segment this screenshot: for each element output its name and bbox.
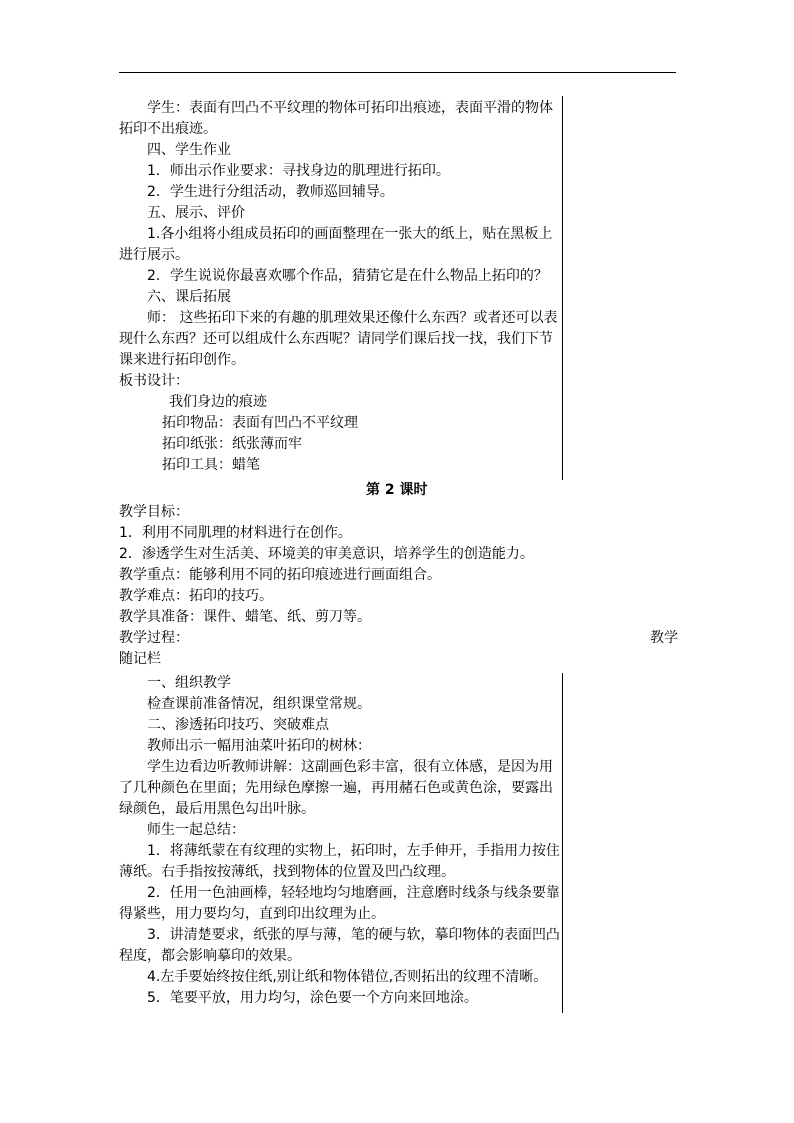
header-rule: [119, 72, 676, 73]
paragraph-line: 绿颜色，最后用黑色勾出叶脉。: [119, 801, 315, 817]
paragraph-line: 师生一起总结：: [147, 822, 245, 838]
section-heading: 四、学生作业: [147, 142, 231, 158]
section-heading: 五、展示、评价: [147, 205, 245, 221]
board-design-item: 拓印纸张：纸张薄而牢: [162, 436, 302, 452]
board-design-item: 拓印物品：表面有凹凸不平纹理: [162, 415, 358, 431]
list-item: 1．利用不同肌理的材料进行在创作。: [119, 525, 352, 541]
section-heading: 二、渗透拓印技巧、突破难点: [147, 717, 329, 733]
board-design-title: 我们身边的痕迹: [169, 394, 267, 410]
notes-column-label: 随记栏: [119, 651, 161, 667]
list-item: 2．学生进行分组活动，教师巡回辅导。: [147, 184, 394, 200]
list-item: 2．学生说说你最喜欢哪个作品，猜猜它是在什么物品上拓印的？: [147, 268, 548, 284]
list-item: 4.左手要始终按住纸,别让纸和物体错位,否则拓出的纹理不清晰。: [147, 969, 548, 985]
difficult-point: 教学难点：拓印的技巧。: [119, 588, 273, 604]
paragraph-line: 师： 这些拓印下来的有趣的肌理效果还像什么东西？或者还可以表: [147, 310, 558, 326]
paragraph-line: 拓印不出痕迹。: [119, 121, 217, 137]
notes-column-divider-top: [562, 96, 563, 480]
paragraph-line: 学生：表面有凹凸不平纹理的物体可拓印出痕迹，表面平滑的物体: [147, 100, 553, 116]
process-label: 教学过程：: [119, 630, 189, 646]
paragraph-line: 了几种颜色在里面；先用绿色摩擦一遍，再用赭石色或黄色涂，要露出: [119, 780, 553, 796]
section-heading: 一、组织教学: [147, 675, 231, 691]
list-item: 3．讲清楚要求，纸张的厚与薄，笔的硬与软，摹印物体的表面凹凸: [147, 927, 560, 943]
list-item: 2．任用一色油画棒，轻轻地均匀地磨画，注意磨时线条与线条要靠: [147, 885, 560, 901]
list-item-continuation: 薄纸。右手指按按薄纸，找到物体的位置及凹凸纹理。: [119, 864, 455, 880]
objectives-label: 教学目标：: [119, 504, 189, 520]
paragraph-line: 检查课前准备情况，组织课堂常规。: [147, 696, 371, 712]
paragraph-line: 课来进行拓印创作。: [119, 352, 245, 368]
section-heading: 六、课后拓展: [147, 289, 231, 305]
paragraph-line: 教师出示一幅用油菜叶拓印的树林：: [147, 738, 371, 754]
list-item: 5．笔要平放，用力均匀，涂色要一个方向来回地涂。: [147, 990, 478, 1006]
notes-column-divider-bottom: [562, 673, 563, 1013]
paragraph-line: 学生边看边听教师讲解：这副画色彩丰富，很有立体感，是因为用: [147, 759, 553, 775]
key-point: 教学重点：能够利用不同的拓印痕迹进行画面组合。: [119, 567, 441, 583]
list-item: 1．将薄纸蒙在有纹理的实物上，拓印时，左手伸开，手指用力按住: [147, 843, 560, 859]
list-item: 2．渗透学生对生活美、环境美的审美意识，培养学生的创造能力。: [119, 546, 534, 562]
list-item: 1．师出示作业要求：寻找身边的肌理进行拓印。: [147, 163, 450, 179]
margin-label: 教学: [650, 630, 678, 646]
paragraph-line: 现什么东西？还可以组成什么东西呢？请同学们课后找一找，我们下节: [119, 331, 553, 347]
board-design-item: 拓印工具：蜡笔: [162, 457, 260, 473]
board-design-label: 板书设计：: [119, 373, 189, 389]
materials: 教学具准备：课件、蜡笔、纸、剪刀等。: [119, 609, 371, 625]
list-item: 1.各小组将小组成员拓印的画面整理在一张大的纸上，贴在黑板上: [147, 226, 553, 242]
list-item-continuation: 得紧些，用力要均匀，直到印出纹理为止。: [119, 906, 385, 922]
list-item-continuation: 进行展示。: [119, 247, 189, 263]
list-item-continuation: 程度，都会影响摹印的效果。: [119, 948, 301, 964]
lesson-title: 第 2 课时: [366, 482, 428, 498]
